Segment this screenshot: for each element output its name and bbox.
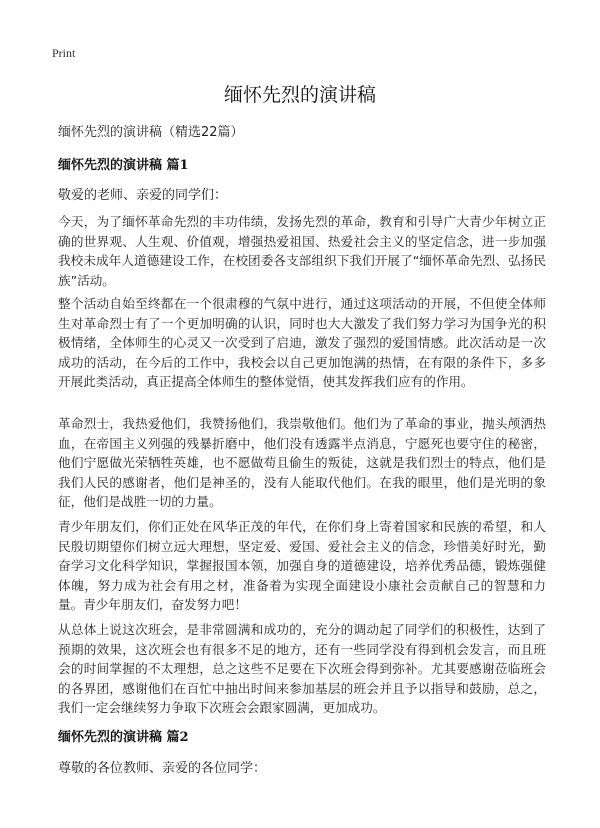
document-subtitle: 缅怀先烈的演讲稿（精选22篇） bbox=[58, 125, 244, 140]
document-title: 缅怀先烈的演讲稿 bbox=[223, 84, 376, 106]
section-heading-2: 缅怀先烈的演讲稿 篇2 bbox=[58, 730, 189, 745]
paragraph: 今天，为了缅怀革命先烈的丰功伟绩，发扬先烈的革命，教育和引导广大青少年树立正确的世界观、人生观、价值观，增强热爱祖国、热爱社会主义的坚定信念，进一步加强我校未成年人道德建设工作，在校团委各支部组织下我们开展了“缅怀革命先烈、弘扬民族”活动。 bbox=[58, 214, 546, 288]
paragraph: 革命烈士，我热爱他们，我赞扬他们，我崇敬他们。他们为了革命的事业，抛头颅洒热血，在帝国主义列强的残暴折磨中，他们没有透露半点消息，宁愿死也要守住的秘密，他们宁愿做光荣牺牲英雄，也不愿做苟且偷生的叛徒，这就是我们烈士的特点，他们是我们人民的感谢者，他们是神圣的，没有人能取代他们。在我的眼里，他们是光明的象征，他们是战胜一切的力量。 bbox=[58, 416, 546, 509]
salutation-1: 敬爱的老师、亲爱的同学们： bbox=[58, 188, 228, 203]
paragraph: 从总体上说这次班会，是非常圆满和成功的，充分的调动起了同学们的积极性，达到了预期的效果，这次班会也有很多不足的地方，还有一些同学没有得到机会发言，而且班会的时间掌握的不太理想，总之这些不足要在下次班会得到弥补。尤其要感谢莅临班会的各界团，感谢他们在百忙中抽出时间来参加基层的班会并且予以指导和鼓励，总之，我们一定会继续努力争取下次班会会跟家圆满，更加成功。 bbox=[58, 622, 546, 715]
salutation-2: 尊敬的各位教师、亲爱的各位同学： bbox=[58, 761, 267, 776]
paragraph: 整个活动自始至终都在一个很肃穆的气氛中进行，通过这项活动的开展，不但使全体师生对革命烈士有了一个更加明确的认识，同时也大大激发了我们努力学习为国争光的积极情绪，全体师生的心灵又一次受到了启迪，激发了强烈的爱国情感。此次活动是一次成功的活动，在今后的工作中，我校会以自己更加饱满的热情，在有限的条件下，多多开展此类活动，真正提高全体师生的整体觉悟，使其发挥我们应有的作用。 bbox=[58, 296, 546, 389]
section-heading-1: 缅怀先烈的演讲稿 篇1 bbox=[58, 158, 189, 173]
print-link[interactable]: Print bbox=[52, 46, 76, 60]
paragraph: 青少年朋友们，你们正处在风华正茂的年代，在你们身上寄着国家和民族的希望，和人民殷切期望你们树立远大理想，坚定爱、爱国、爱社会主义的信念，珍惜美好时光，勤奋学习文化科学知识，掌握报国本领，加强自身的道德建设，培养优秀品德，锻炼强健体魄，努力成为社会有用之材，准备着为实现全面建设小康社会贡献自己的智慧和力量。青少年朋友们，奋发努力吧！ bbox=[58, 519, 546, 612]
